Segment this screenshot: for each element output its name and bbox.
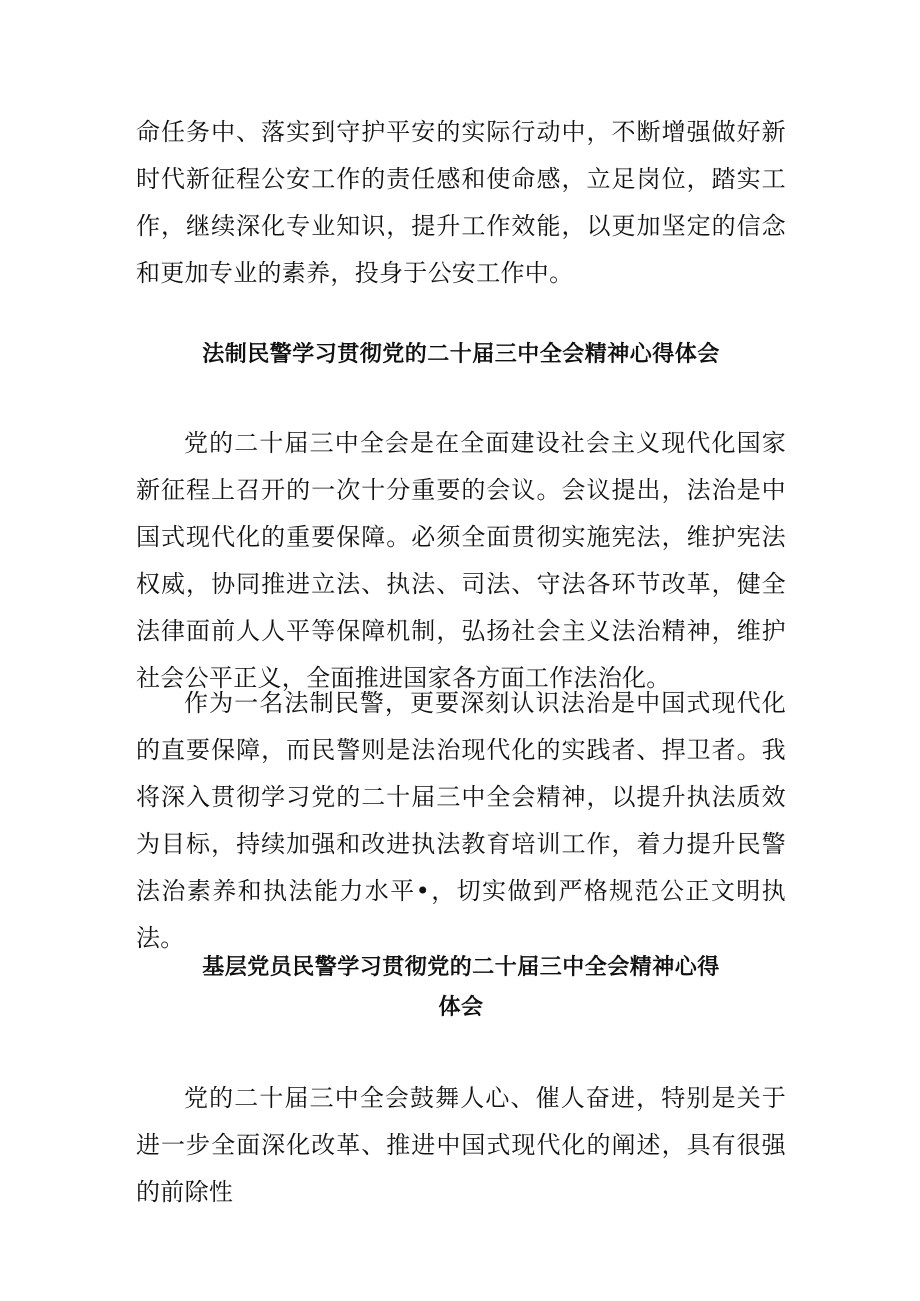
section-2-title-line-1: 基层党员民警学习贯彻党的二十届三中全会精神心得	[202, 955, 720, 980]
section-1-title: 法制民警学习贯彻党的二十届三中全会精神心得体会	[202, 342, 720, 367]
section-1-paragraph-2: 作为一名法制民警，更要深刻认识法治是中国式现代化的直要保障，而民警则是法治现代化的实践者、捍卫者。我将深入贯彻学习党的二十届三中全会精神，以提升执法质效为目标，持续加强和改进执法教育培训工作，着力提升民警法治素养和执法能力水平•，切实做到严格规范公正文明执法。	[136, 689, 786, 952]
section-1-paragraph-1: 党的二十届三中全会是在全面建设社会主义现代化国家新征程上召开的一次十分重要的会议。会议提出，法治是中国式现代化的重要保障。必须全面贯彻实施宪法，维护宪法权威，协同推进立法、执法、司法、守法各环节改革，健全法律面前人人平等保障机制，弘扬社会主义法治精神，维护社会公平正义，全面推进国家各方面工作法治化。	[136, 429, 786, 692]
intro-paragraph: 命任务中、落实到守护平安的实际行动中，不断增强做好新时代新征程公安工作的责任感和使命感，立足岗位，踏实工作，继续深化专业知识，提升工作效能，以更加坚定的信念和更加专业的素养，投身于公安工作中。	[136, 118, 786, 287]
section-2-paragraph-1: 党的二十届三中全会鼓舞人心、催人奋进，特别是关于进一步全面深化改革、推进中国式现代化的阐述，具有很强的前除性	[136, 1084, 786, 1206]
section-2-title-line-2: 体会	[438, 995, 484, 1020]
section-2-title	[136, 948, 786, 1028]
